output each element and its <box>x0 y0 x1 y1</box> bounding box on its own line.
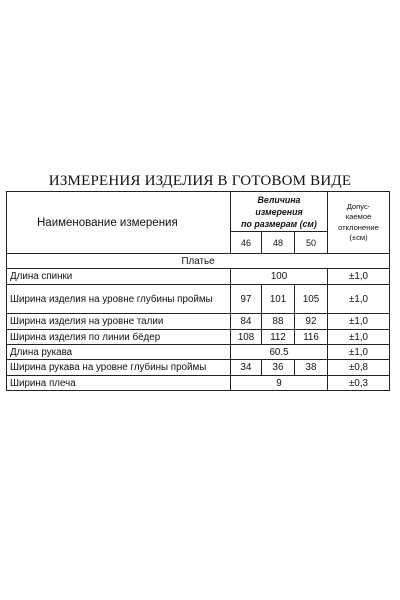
size-48: 48 <box>262 232 295 254</box>
row-name: Ширина плеча <box>7 376 231 391</box>
row-value: 38 <box>295 360 328 376</box>
header-sizes <box>231 192 328 232</box>
section-row <box>7 254 390 269</box>
row-name: Длина рукава <box>7 345 231 360</box>
row-tolerance: ±0,8 <box>328 360 390 376</box>
row-name: Длина спинки <box>7 269 231 285</box>
table-row <box>7 330 390 345</box>
row-value: 100 <box>231 269 328 285</box>
table-row <box>7 285 390 314</box>
row-value: 60.5 <box>231 345 328 360</box>
page-title: ИЗМЕРЕНИЯ ИЗДЕЛИЯ В ГОТОВОМ ВИДЕ <box>48 173 352 189</box>
header-tol-line2: каемое <box>345 212 372 221</box>
row-name: Ширина изделия на уровне талии <box>7 314 231 330</box>
row-name: Ширина изделия на уровне глубины проймы <box>7 285 231 314</box>
row-value: 112 <box>262 330 295 345</box>
row-value: 84 <box>231 314 262 330</box>
table-row <box>7 345 390 360</box>
table-row <box>7 360 390 376</box>
table-row <box>7 314 390 330</box>
table-row <box>7 376 390 391</box>
row-value: 108 <box>231 330 262 345</box>
row-name: Ширина рукава на уровне глубины проймы <box>7 360 231 376</box>
row-value: 116 <box>295 330 328 345</box>
row-value: 36 <box>262 360 295 376</box>
row-value: 34 <box>231 360 262 376</box>
header-row <box>7 192 390 232</box>
row-value: 97 <box>231 285 262 314</box>
table-row <box>7 269 390 285</box>
section-label: Платье <box>7 254 390 269</box>
row-tolerance: ±1,0 <box>328 314 390 330</box>
size-50: 50 <box>295 232 328 254</box>
row-value: 101 <box>262 285 295 314</box>
header-sizes-line2: по размерам (см) <box>241 218 317 229</box>
header-name: Наименование измерения <box>7 192 231 254</box>
row-tolerance: ±1,0 <box>328 269 390 285</box>
row-value: 105 <box>295 285 328 314</box>
row-tolerance: ±1,0 <box>328 330 390 345</box>
header-sizes-line1: Величина измерения <box>255 194 303 217</box>
measurements-table <box>6 191 390 391</box>
row-tolerance: ±1,0 <box>328 345 390 360</box>
size-46: 46 <box>231 232 262 254</box>
header-tolerance <box>328 192 390 254</box>
row-value: 9 <box>231 376 328 391</box>
header-tol-line4: (±см) <box>349 233 368 242</box>
header-tol-line3: отклонение <box>338 222 379 232</box>
row-tolerance: ±1,0 <box>328 285 390 314</box>
row-name: Ширина изделия по линии бёдер <box>7 330 231 345</box>
row-tolerance: ±0,3 <box>328 376 390 391</box>
row-value: 88 <box>262 314 295 330</box>
row-value: 92 <box>295 314 328 330</box>
header-tol-line1: Допус- <box>346 201 371 211</box>
